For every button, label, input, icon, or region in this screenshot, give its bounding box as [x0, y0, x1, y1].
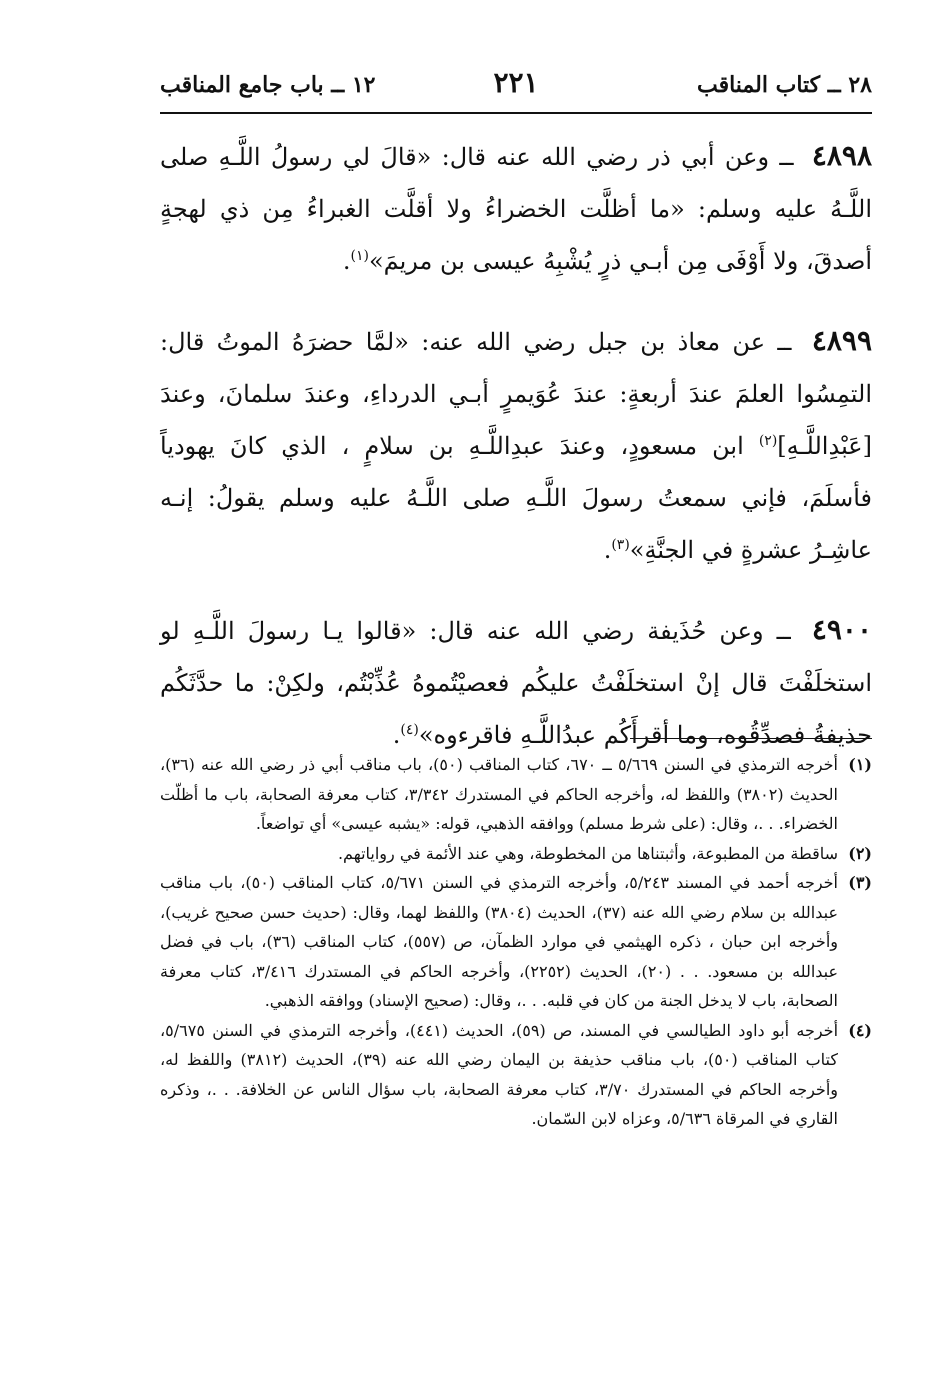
footnote-divider [630, 738, 872, 739]
footnote-4 [160, 1016, 872, 1134]
hadith-tail: . [392, 721, 401, 749]
footnote-ref[interactable]: (٣) [611, 537, 630, 553]
footnote-number: (٤) [848, 1020, 872, 1040]
hadith-number: ٤٨٩٨ [811, 139, 872, 172]
hadith-4899 [160, 315, 872, 576]
footnote-number: (١) [848, 755, 872, 774]
chapter-title: ٢٨ ــ كتاب المناقب [696, 72, 872, 98]
hadith-tail: . [342, 247, 351, 275]
section-title: ١٢ ــ باب جامع المناقب [160, 72, 376, 98]
footnote-number: (٣) [848, 873, 872, 892]
footnote-text: ساقطة من المطبوعة، وأثبتناها من المخطوطة، وهي عند الأئمة في رواياتهم. [337, 843, 838, 863]
hadith-text: ــ وعن حُذَيفة رضي الله عنه قال: «قالوا يـا رسولَ اللَّـهِ لو استخلَفْتَ قال إنْ استخلَفْتُ عليكُم فعصيْتُموهُ عُذِّبْتُم، ولكِنْ: ما حدَّثَكُم حذيفةُ فصدِّقُوه، وما أقرأَكُم عبدُاللَّـهِ فاقرءوه» [160, 617, 872, 749]
header-divider [160, 112, 872, 114]
hadith-number: ٤٨٩٩ [811, 324, 872, 357]
footnote-1 [160, 750, 872, 839]
hadith-body [160, 130, 872, 789]
footnote-ref[interactable]: (٢) [758, 433, 778, 449]
hadith-4898 [160, 130, 872, 287]
hadith-number: ٤٩٠٠ [811, 613, 872, 646]
footnote-text: أخرجه أحمد في المسند ٥/٢٤٣، وأخرجه الترمذي في السنن ٥/٦٧١، كتاب المناقب (٥٠)، باب مناقب عبدالله بن سلام رضي الله عنه (٣٧)، الحديث (٣٨٠٤) واللفظ لهما، وقال: (حديث حسن صحيح غريب)، وأخرجه ابن حبان ، ذكره الهيثمي في موارد الظمآن، ص (٥٥٧)، كتاب المناقب (٣٦)، باب في فضل عبدالله بن مسعود. . . (٢٠)، الحديث (٢٢٥٢)، وأخرجه الحاكم في المستدرك ٣/٤١٦، كتاب معرفة الصحابة، باب لا يدخل الجنة من كان في قلبه. . .، وقال: (صحيح الإسناد) ووافقه الذهبي. [160, 873, 839, 1010]
page-number: ٢٢١ [493, 66, 539, 99]
footnotes-section [160, 750, 872, 1134]
running-header [160, 66, 872, 110]
footnote-ref[interactable]: (٤) [400, 722, 419, 738]
hadith-tail: . [603, 536, 612, 564]
footnote-text: أخرجه الترمذي في السنن ٥/٦٦٩ ــ ٦٧٠، كتاب المناقب (٥٠)، باب مناقب أبي ذر رضي الله عنه (٣٦)، الحديث (٣٨٠٢) واللفظ له، وأخرجه الحاكم في المستدرك ٣/٣٤٢، كتاب معرفة الصحابة، باب ما أظلّت الخضراء. . .، وقال: (على شرط مسلم) ووافقه الذهبي، قوله: «يشبه عيسى» أي تواضعاً. [160, 755, 839, 833]
hadith-text-continued: ابن مسعودٍ، وعندَ عبدِاللَّـهِ بن سلامٍ ، الذي كانَ يهودياً فأسلَمَ، فإني سمعتُ رسولَ اللَّـهِ صلى اللَّـهُ عليه وسلم يقولُ: إنـه عاشِـرُ عشرةٍ في الجنَّةِ» [160, 432, 872, 564]
footnote-text: أخرجه أبو داود الطيالسي في المسند، ص (٥٩)، الحديث (٤٤١)، وأخرجه الترمذي في السنن ٥/٦٧٥، كتاب المناقب (٥٠)، باب مناقب حذيفة بن اليمان رضي الله عنه (٣٩)، الحديث (٣٨١٢) واللفظ له، وأخرجه الحاكم في المستدرك ٣/٧٠، كتاب معرفة الصحابة، باب سؤال الناس عن الخلافة. . .، وذكره القاري في المرقاة ٥/٦٣٦، وعزاه لابن السّمان. [160, 1020, 839, 1128]
hadith-text: ــ عن معاذ بن جبل رضي الله عنه: «لمَّا حضرَهُ الموتُ قال: التمِسُوا العلمَ عندَ أربعةٍ: عندَ عُوَيمرٍ أبـي الدرداءِ، وعندَ سلمانَ، وعندَ [عَبْدِاللَّـهِ] [160, 328, 872, 460]
footnote-number: (٢) [848, 843, 872, 863]
footnote-3 [160, 868, 872, 1016]
footnote-2 [160, 839, 872, 869]
hadith-text: ــ وعن أبي ذر رضي الله عنه قال: «قالَ لي رسولُ اللَّـهِ صلى اللَّـهُ عليه وسلم: «ما أظلَّت الخضراءُ ولا أقلَّت الغبراءُ مِن ذي لهجةٍ أصدقَ، ولا أَوْفَى مِن أبـي ذرٍ يُشْبِهُ عيسى بن مريمَ» [160, 143, 872, 275]
footnote-ref[interactable]: (١) [350, 248, 369, 264]
